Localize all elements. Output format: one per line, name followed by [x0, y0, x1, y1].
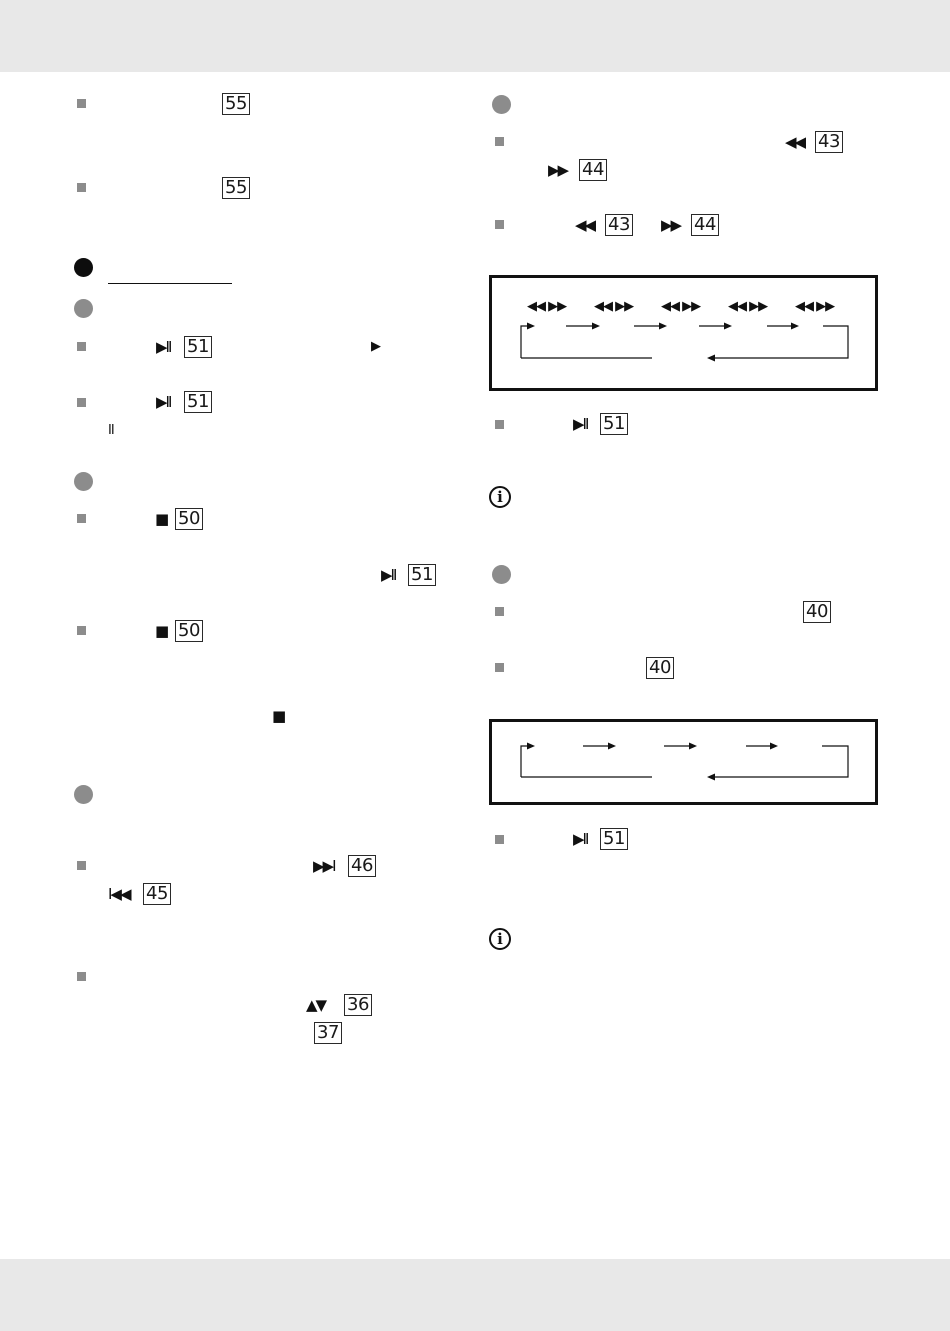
- rewind-icon: ◀◀: [575, 216, 595, 234]
- step-dot-icon: [74, 299, 93, 318]
- play-pause-icon: ▶II: [156, 393, 171, 411]
- rew-ff-icon: ◀◀ ▶▶: [594, 299, 634, 314]
- ref-36: 36: [344, 994, 372, 1016]
- fast-forward-icon: ▶▶: [661, 216, 681, 234]
- info-icon: i: [489, 928, 511, 950]
- play-pause-icon: ▶II: [156, 338, 171, 356]
- bullet-icon: [77, 861, 86, 870]
- ref-40: 40: [646, 657, 674, 679]
- header-band: [0, 0, 950, 72]
- ref-51: 51: [600, 828, 628, 850]
- pause-icon: II: [108, 423, 114, 438]
- section-dot-icon: [74, 258, 93, 277]
- rew-ff-icon: ◀◀ ▶▶: [728, 299, 768, 314]
- ref-44: 44: [579, 159, 607, 181]
- step-dot-icon: [492, 95, 511, 114]
- play-mode-cycle-diagram: [489, 719, 878, 805]
- bullet-icon: [77, 398, 86, 407]
- bullet-icon: [77, 514, 86, 523]
- previous-track-icon: I◀◀: [108, 885, 130, 903]
- stop-icon: ■: [155, 510, 168, 528]
- bullet-icon: [495, 607, 504, 616]
- up-down-icon: ▲▼: [306, 996, 326, 1014]
- ref-51: 51: [184, 391, 212, 413]
- next-track-icon: ▶▶I: [313, 857, 335, 875]
- bullet-icon: [77, 183, 86, 192]
- bullet-icon: [495, 220, 504, 229]
- speed-cycle-diagram: [489, 275, 878, 391]
- heading-underline: [108, 283, 232, 284]
- ref-50: 50: [175, 620, 203, 642]
- step-dot-icon: [492, 565, 511, 584]
- play-icon: ▶: [371, 339, 380, 354]
- ref-45: 45: [143, 883, 171, 905]
- bullet-icon: [495, 420, 504, 429]
- footer-band: [0, 1259, 950, 1331]
- ref-50: 50: [175, 508, 203, 530]
- stop-icon: ■: [155, 622, 168, 640]
- bullet-icon: [77, 99, 86, 108]
- ref-51: 51: [600, 413, 628, 435]
- cycle-arrows: [492, 722, 875, 802]
- bullet-icon: [77, 972, 86, 981]
- bullet-icon: [495, 137, 504, 146]
- bullet-icon: [495, 663, 504, 672]
- bullet-icon: [495, 835, 504, 844]
- stop-icon: ■: [272, 707, 285, 725]
- ref-51: 51: [408, 564, 436, 586]
- ref-43: 43: [605, 214, 633, 236]
- ref-43: 43: [815, 131, 843, 153]
- ref-46: 46: [348, 855, 376, 877]
- info-icon: i: [489, 486, 511, 508]
- rew-ff-icon: ◀◀ ▶▶: [527, 299, 567, 314]
- bullet-icon: [77, 626, 86, 635]
- ref-40: 40: [803, 601, 831, 623]
- bullet-icon: [77, 342, 86, 351]
- fast-forward-icon: ▶▶: [548, 161, 568, 179]
- rewind-icon: ◀◀: [785, 133, 805, 151]
- ref-37: 37: [314, 1022, 342, 1044]
- rew-ff-icon: ◀◀ ▶▶: [661, 299, 701, 314]
- step-dot-icon: [74, 785, 93, 804]
- rew-ff-icon: ◀◀ ▶▶: [795, 299, 835, 314]
- play-pause-icon: ▶II: [573, 415, 588, 433]
- play-pause-icon: ▶II: [381, 566, 396, 584]
- ref-55: 55: [222, 177, 250, 199]
- cycle-arrows: [492, 278, 875, 388]
- ref-44: 44: [691, 214, 719, 236]
- step-dot-icon: [74, 472, 93, 491]
- ref-51: 51: [184, 336, 212, 358]
- play-pause-icon: ▶II: [573, 830, 588, 848]
- ref-55: 55: [222, 93, 250, 115]
